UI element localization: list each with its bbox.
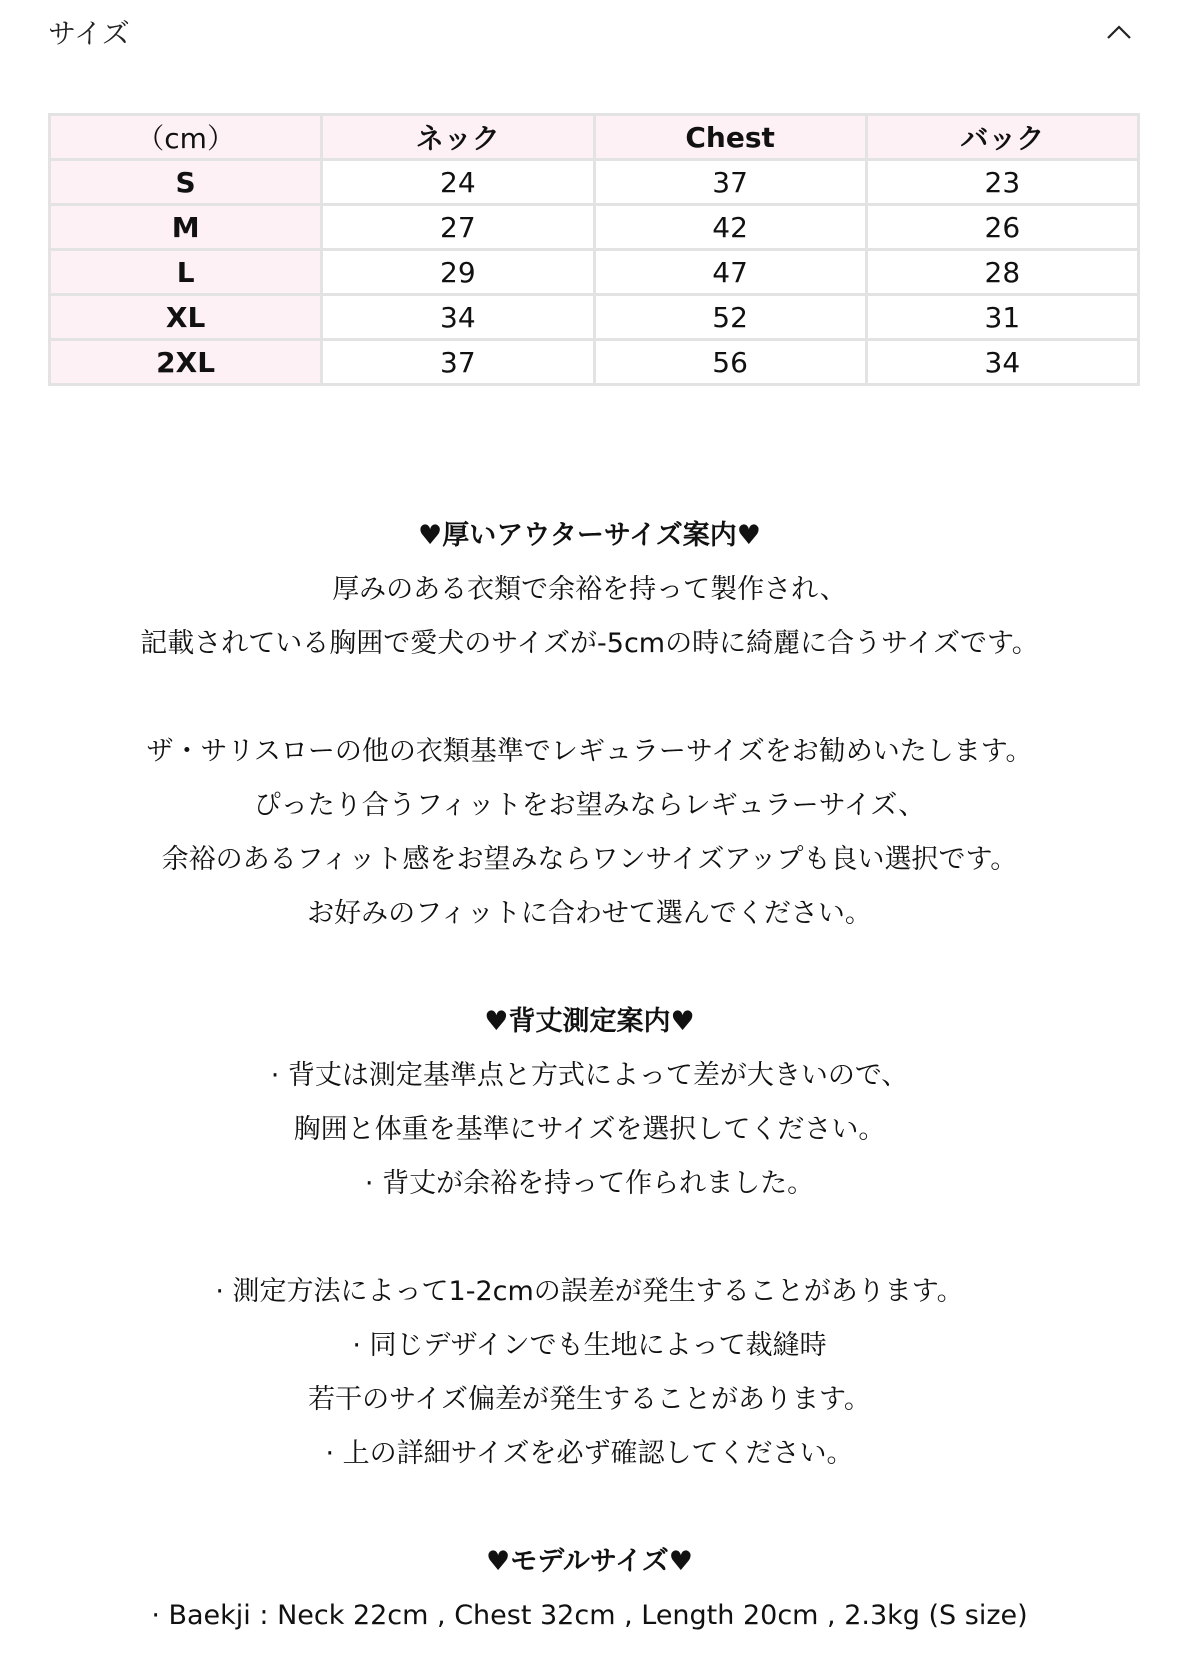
cell-size: M bbox=[50, 205, 322, 250]
cell-back: 23 bbox=[866, 160, 1138, 205]
text-line: 胸囲と体重を基準にサイズを選択してください。 bbox=[293, 1114, 886, 1145]
cell-chest: 42 bbox=[594, 205, 866, 250]
section-title: サイズ bbox=[48, 17, 130, 50]
cell-neck: 29 bbox=[322, 250, 594, 295]
text-line: · 上の詳細サイズを必ず確認してください。 bbox=[325, 1438, 854, 1469]
neck-header: ネック bbox=[322, 115, 594, 160]
unit-header: （cm） bbox=[50, 115, 322, 160]
chevron-up-icon[interactable] bbox=[1099, 12, 1139, 52]
text-line bbox=[0, 1211, 1179, 1265]
cell-back: 31 bbox=[866, 295, 1138, 340]
text-line: ぴったり合うフィットをお望みならレギュラーサイズ、 bbox=[253, 790, 926, 821]
cell-chest: 56 bbox=[594, 340, 866, 385]
cell-chest: 47 bbox=[594, 250, 866, 295]
chest-header: Chest bbox=[594, 115, 866, 160]
cell-neck: 24 bbox=[322, 160, 594, 205]
section-heading: ♥モデルサイズ♥ bbox=[486, 1546, 693, 1577]
table-row bbox=[50, 295, 1139, 340]
size-guide-text bbox=[0, 509, 1179, 1643]
size-accordion-header[interactable] bbox=[48, 10, 1139, 54]
text-line: · 同じデザインでも生地によって裁縫時 bbox=[352, 1330, 827, 1361]
table-header-row bbox=[50, 115, 1139, 160]
text-line: 若干のサイズ偏差が発生することがあります。 bbox=[308, 1384, 871, 1415]
section-heading: ♥厚いアウターサイズ案内♥ bbox=[418, 520, 761, 551]
table-row bbox=[50, 160, 1139, 205]
cell-neck: 27 bbox=[322, 205, 594, 250]
text-line: · 背丈が余裕を持って作られました。 bbox=[364, 1168, 815, 1199]
table-row bbox=[50, 250, 1139, 295]
text-line: 厚みのある衣類で余裕を持って製作され、 bbox=[332, 574, 847, 605]
cell-chest: 37 bbox=[594, 160, 866, 205]
cell-size: 2XL bbox=[50, 340, 322, 385]
cell-back: 26 bbox=[866, 205, 1138, 250]
text-line: 記載されている胸囲で愛犬のサイズが-5cmの時に綺麗に合うサイズです。 bbox=[140, 628, 1039, 659]
text-line: ザ・サリスローの他の衣類基準でレギュラーサイズをお勧めいたします。 bbox=[146, 736, 1033, 767]
table-row bbox=[50, 205, 1139, 250]
table-row bbox=[50, 340, 1139, 385]
cell-neck: 34 bbox=[322, 295, 594, 340]
cell-back: 34 bbox=[866, 340, 1138, 385]
cell-neck: 37 bbox=[322, 340, 594, 385]
cell-chest: 52 bbox=[594, 295, 866, 340]
text-line bbox=[0, 671, 1179, 725]
cell-size: S bbox=[50, 160, 322, 205]
back-header: バック bbox=[866, 115, 1138, 160]
text-line: · 測定方法によって1-2cmの誤差が発生することがあります。 bbox=[215, 1276, 964, 1307]
spacer bbox=[0, 1481, 1179, 1535]
cell-back: 28 bbox=[866, 250, 1138, 295]
text-line: 余裕のあるフィット感をお望みならワンサイズアップも良い選択です。 bbox=[161, 844, 1018, 875]
spacer bbox=[0, 941, 1179, 995]
text-line: · Baekji : Neck 22cm , Chest 32cm , Length 20cm , 2.3kg (S size) bbox=[151, 1600, 1028, 1631]
size-table bbox=[48, 113, 1140, 386]
section-heading: ♥背丈測定案内♥ bbox=[484, 1006, 695, 1037]
cell-size: L bbox=[50, 250, 322, 295]
text-line: · 背丈は測定基準点と方式によって差が大きいので、 bbox=[270, 1060, 909, 1091]
cell-size: XL bbox=[50, 295, 322, 340]
text-line: お好みのフィットに合わせて選んでください。 bbox=[307, 898, 872, 929]
